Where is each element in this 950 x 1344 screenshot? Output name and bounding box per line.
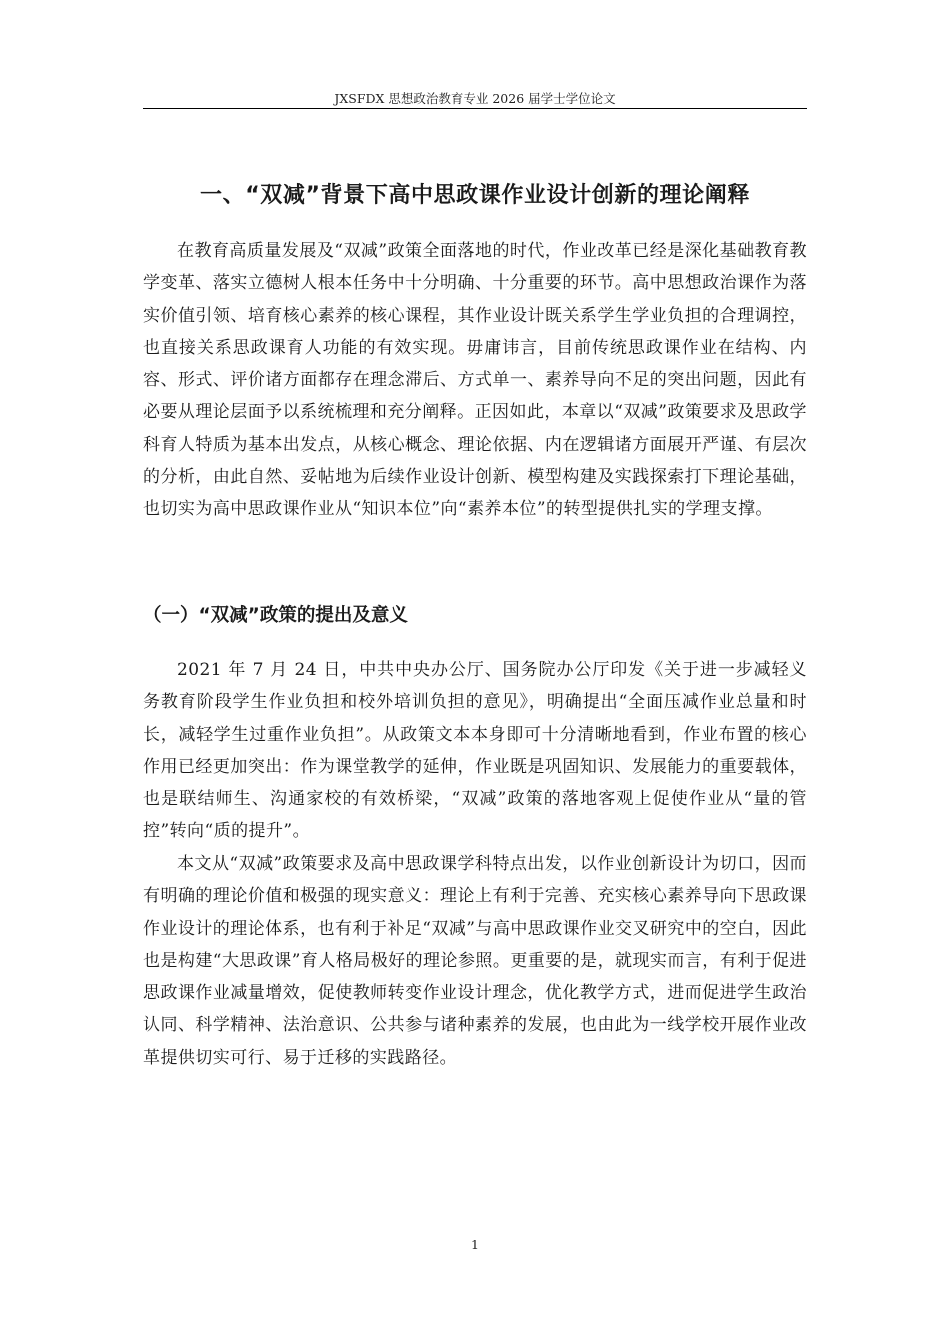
section-title: （一）“双减”政策的提出及意义 (143, 605, 408, 626)
running-header-text: JXSFDX 思想政治教育专业 2026 届学士学位论文 (334, 91, 616, 106)
section-paragraph-1: 2021 年 7 月 24 日，中共中央办公厅、国务院办公厅印发《关于进一步减轻义务教育阶段学生作业负担和校外培训负担的意见》，明确提出“全面压减作业总量和时长，减轻学生过重作业负担”。从政策文本本身即可十分清晰地看到，作业布置的核心作用已经更加突出：作为课堂教学的延伸，作业既是巩固知识、发展能力的重要载体，也是联结师生、沟通家校的有效桥梁，“双减”政策的落地客观上促使作业从“量的管控”转向“质的提升”。 (143, 660, 807, 842)
page-number: 1 (471, 1237, 479, 1252)
section-paragraph-2: 本文从“双减”政策要求及高中思政课学科特点出发，以作业创新设计为切口，因而有明确的理论价值和极强的现实意义：理论上有利于完善、充实核心素养导向下思政课作业设计的理论体系，也有利于补足“双减”与高中思政课作业交叉研究中的空白，因此也是构建“大思政课”育人格局极好的理论参照。更重要的是，就现实而言，有利于促进思政课作业减量增效，促使教师转变作业设计理念，优化教学方式，进而促进学生政治认同、科学精神、法治意识、公共参与诸种素养的发展，也由此为一线学校开展作业改革提供切实可行、易于迁移的实践路径。 (143, 854, 807, 1068)
chapter-title: 一、“双减”背景下高中思政课作业设计创新的理论阐释 (200, 183, 750, 208)
running-header (143, 90, 807, 109)
chapter-intro-paragraph: 在教育高质量发展及“双减”政策全面落地的时代，作业改革已经是深化基础教育教学变革、落实立德树人根本任务中十分明确、十分重要的环节。高中思想政治课作为落实价值引领、培育核心素养的核心课程，其作业设计既关系学生学业负担的合理调控，也直接关系思政课育人功能的有效实现。毋庸讳言，目前传统思政课作业在结构、内容、形式、评价诸方面都存在理念滞后、方式单一、素养导向不足的突出问题，因此有必要从理论层面予以系统梳理和充分阐释。正因如此，本章以“双减”政策要求及思政学科育人特质为基本出发点，从核心概念、理论依据、内在逻辑诸方面展开严谨、有层次的分析，由此自然、妥帖地为后续作业设计创新、模型构建及实践探索打下理论基础，也切实为高中思政课作业从“知识本位”向“素养本位”的转型提供扎实的学理支撑。 (143, 241, 807, 520)
